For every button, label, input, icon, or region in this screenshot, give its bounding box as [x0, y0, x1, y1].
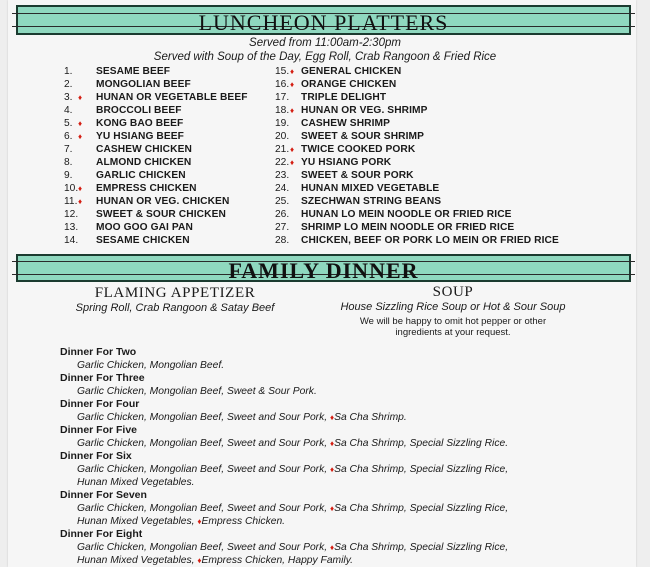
item-number: 6.: [64, 131, 73, 142]
item-name: SZECHWAN STRING BEANS: [301, 196, 442, 207]
chili-pepper-icon: ♦: [329, 465, 335, 474]
dinner-dish-text: Hunan Mixed Vegetables,: [77, 516, 198, 527]
served-hours: Served from 11:00am-2:30pm: [249, 37, 401, 49]
dinner-dish-text: Garlic Chicken, Mongolian Beef, Sweet and Sour Pork,: [77, 464, 330, 475]
dinner-items: [60, 463, 508, 476]
soup-description: House Sizzling Rice Soup or Hot & Sour Soup: [340, 301, 566, 313]
chili-pepper-icon: ♦: [329, 504, 335, 513]
item-number: 12.: [64, 209, 79, 220]
chili-pepper-icon: ♦: [329, 543, 335, 552]
item-number: 2.: [64, 79, 73, 90]
item-number: 26.: [275, 209, 290, 220]
item-name: BROCCOLI BEEF: [96, 105, 182, 116]
appetizer-heading: FLAMING APPETIZER: [94, 285, 256, 301]
dinner-dish-text: Garlic Chicken, Mongolian Beef, Sweet and Sour Pork,: [77, 438, 330, 449]
dinner-option: [60, 450, 508, 489]
item-number: 28.: [275, 235, 290, 246]
family-dinner-title: FAMILY DINNER: [228, 258, 419, 283]
item-name: HUNAN OR VEG. CHICKEN: [96, 196, 230, 207]
item-name: HUNAN OR VEG. SHRIMP: [301, 105, 428, 116]
item-name: SWEET & SOUR PORK: [301, 170, 414, 181]
dinner-items: [60, 385, 508, 398]
item-name: YU HSIANG BEEF: [96, 131, 185, 142]
item-number: 18.: [275, 105, 290, 116]
item-number: 15.: [275, 66, 290, 77]
dinner-name: Dinner For Four: [60, 398, 140, 410]
item-number: 9.: [64, 170, 73, 181]
item-name: CASHEW SHRIMP: [301, 118, 391, 129]
chili-pepper-icon: ♦: [197, 517, 202, 526]
dinner-dish-text: Garlic Chicken, Mongolian Beef, Sweet and Sour Pork,: [77, 503, 330, 514]
dinner-dish-text: Garlic Chicken, Mongolian Beef, Sweet & Sour Pork.: [77, 386, 317, 397]
item-number: 27.: [275, 222, 290, 233]
chili-pepper-icon: ♦: [290, 106, 295, 115]
luncheon-banner: [16, 5, 631, 35]
dinner-option: [60, 398, 508, 424]
dinner-items: [60, 515, 508, 528]
dinner-option: [60, 424, 508, 450]
chili-pepper-icon: ♦: [290, 67, 295, 76]
item-name: CHICKEN, BEEF OR PORK LO MEIN OR FRIED RICE: [301, 235, 559, 246]
dinner-dish-text: Hunan Mixed Vegetables.: [77, 477, 195, 488]
dinner-option: [60, 489, 508, 528]
item-name: TRIPLE DELIGHT: [301, 92, 387, 103]
soup-note-line: ingredients at your request.: [395, 327, 511, 338]
dinner-items: [60, 359, 508, 372]
item-number: 23.: [275, 170, 290, 181]
appetizer-description: Spring Roll, Crab Rangoon & Satay Beef: [75, 302, 275, 314]
item-number: 8.: [64, 157, 73, 168]
item-number: 3.: [64, 92, 73, 103]
item-name: ALMOND CHICKEN: [96, 157, 192, 168]
family-dinner-banner: [16, 254, 631, 282]
chili-pepper-icon: ♦: [197, 556, 202, 565]
dinner-name: Dinner For Three: [60, 372, 145, 384]
dinner-dish-text: Empress Chicken.: [201, 516, 286, 527]
soup-note-line: We will be happy to omit hot pepper or other: [359, 316, 547, 327]
item-number: 24.: [275, 183, 290, 194]
dinner-items: [60, 437, 508, 450]
chili-pepper-icon: ♦: [290, 80, 295, 89]
item-number: 4.: [64, 105, 73, 116]
dinner-dish-text: Garlic Chicken, Mongolian Beef, Sweet and Sour Pork,: [77, 542, 330, 553]
chili-pepper-icon: ♦: [78, 132, 83, 141]
item-name: HUNAN MIXED VEGETABLE: [301, 183, 440, 194]
soup-note: [318, 316, 588, 338]
dinner-dish-text: Hunan Mixed Vegetables,: [77, 555, 198, 566]
item-name: HUNAN LO MEIN NOODLE OR FRIED RICE: [301, 209, 512, 220]
item-name: SWEET & SOUR CHICKEN: [96, 209, 226, 220]
dinner-items: [60, 411, 508, 424]
item-number: 13.: [64, 222, 79, 233]
item-number: 5.: [64, 118, 73, 129]
dinner-dish-text: Garlic Chicken, Mongolian Beef, Sweet and Sour Pork,: [77, 412, 330, 423]
item-number: 20.: [275, 131, 290, 142]
chili-pepper-icon: ♦: [78, 197, 83, 206]
dinner-name: Dinner For Six: [60, 450, 132, 462]
luncheon-title: LUNCHEON PLATTERS: [198, 10, 449, 35]
item-number: 25.: [275, 196, 290, 207]
dinner-option: [60, 372, 508, 398]
chili-pepper-icon: ♦: [329, 413, 335, 422]
dinner-name: Dinner For Two: [60, 346, 137, 358]
item-name: GENERAL CHICKEN: [301, 66, 402, 77]
dinner-dish-text: Garlic Chicken, Mongolian Beef.: [77, 360, 225, 371]
item-name: KONG BAO BEEF: [96, 118, 184, 129]
item-name: MOO GOO GAI PAN: [96, 222, 193, 233]
dinner-name: Dinner For Eight: [60, 528, 143, 540]
item-number: 17.: [275, 92, 290, 103]
dinner-dish-text: Sa Cha Shrimp, Special Sizzling Rice,: [334, 542, 509, 553]
dinner-dish-text: Empress Chicken, Happy Family.: [201, 555, 353, 566]
item-name: YU HSIANG PORK: [301, 157, 392, 168]
soup-heading: SOUP: [432, 284, 474, 300]
item-name: SWEET & SOUR SHRIMP: [301, 131, 425, 142]
item-name: MONGOLIAN BEEF: [96, 79, 191, 90]
dinner-option: [60, 346, 508, 372]
item-number: 21.: [275, 144, 290, 155]
item-number: 11.: [64, 196, 78, 207]
dinner-items: [60, 476, 508, 489]
family-dinner-list: [60, 346, 508, 567]
item-number: 1.: [64, 66, 73, 77]
item-number: 16.: [275, 79, 290, 90]
item-name: CASHEW CHICKEN: [96, 144, 192, 155]
dinner-name: Dinner For Five: [60, 424, 138, 436]
item-name: HUNAN OR VEGETABLE BEEF: [96, 92, 248, 103]
item-number: 19.: [275, 118, 290, 129]
item-name: SESAME CHICKEN: [96, 235, 190, 246]
chili-pepper-icon: ♦: [78, 119, 83, 128]
served-with: Served with Soup of the Day, Egg Roll, Crab Rangoon & Fried Rice: [153, 51, 497, 63]
dinner-dish-text: Sa Cha Shrimp, Special Sizzling Rice,: [334, 503, 509, 514]
item-name: SESAME BEEF: [96, 66, 171, 77]
chili-pepper-icon: ♦: [290, 145, 295, 154]
dinner-dish-text: Sa Cha Shrimp, Special Sizzling Rice,: [334, 464, 509, 475]
item-name: GARLIC CHICKEN: [96, 170, 186, 181]
item-number: 14.: [64, 235, 79, 246]
item-name: ORANGE CHICKEN: [301, 79, 397, 90]
item-name: SHRIMP LO MEIN NOODLE OR FRIED RICE: [301, 222, 515, 233]
dinner-items: [60, 502, 508, 515]
item-number: 10.: [64, 183, 79, 194]
item-name: TWICE COOKED PORK: [301, 144, 416, 155]
chili-pepper-icon: ♦: [78, 93, 83, 102]
chili-pepper-icon: ♦: [290, 158, 295, 167]
dinner-option: [60, 528, 508, 567]
chili-pepper-icon: ♦: [329, 439, 335, 448]
dinner-items: [60, 541, 508, 554]
item-name: EMPRESS CHICKEN: [96, 183, 197, 194]
item-number: 22.: [275, 157, 290, 168]
item-number: 7.: [64, 144, 73, 155]
dinner-dish-text: Sa Cha Shrimp.: [334, 412, 407, 423]
dinner-dish-text: Sa Cha Shrimp, Special Sizzling Rice.: [334, 438, 509, 449]
chili-pepper-icon: ♦: [78, 184, 83, 193]
dinner-items: [60, 554, 508, 567]
dinner-name: Dinner For Seven: [60, 489, 147, 501]
